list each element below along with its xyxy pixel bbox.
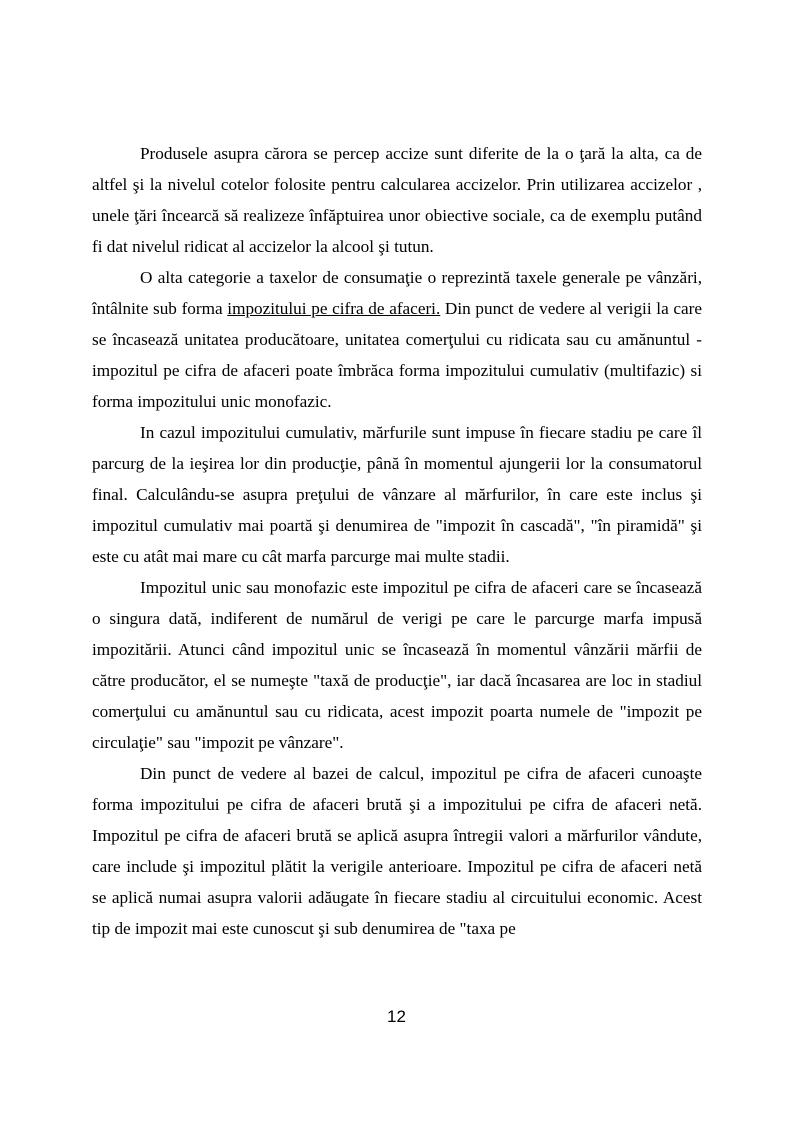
body-text xyxy=(92,138,702,944)
paragraph-5: Din punct de vedere al bazei de calcul, impozitul pe cifra de afaceri cunoaşte forma impozitului pe cifra de afaceri brută şi a impozitului pe cifra de afaceri netă. Impozitul pe cifra de afaceri brută se aplică asupra întregii valori a mărfurilor vândute, care include şi impozitul plătit la verigile anterioare. Impozitul pe cifra de afaceri netă se aplică numai asupra valorii adăugate în fiecare stadiu al circuitului economic. Acest tip de impozit mai este cunoscut şi sub denumirea de "taxa pe xyxy=(92,764,702,938)
paragraph-4: Impozitul unic sau monofazic este impozitul pe cifra de afaceri care se încasează o singura dată, indiferent de numărul de verigi pe care le parcurge marfa impusă impozitării. Atunci când impozitul unic se încasează în momentul vânzării mărfii de către producător, el se numeşte "taxă de producţie", iar dacă încasarea are loc in stadiul comerţului cu amănuntul sau cu ridicata, acest impozit poarta numele de "impozit pe circulaţie" sau "impozit pe vânzare". xyxy=(92,578,702,752)
paragraph-1: Produsele asupra cărora se percep accize sunt diferite de la o ţară la alta, ca de altfel şi la nivelul cotelor folosite pentru calcularea accizelor. Prin utilizarea accizelor , unele ţări încearcă să realizeze înfăptuirea unor obiective sociale, ca de exemplu putând fi dat nivelul ridicat al accizelor la alcool şi tutun. xyxy=(92,144,702,256)
paragraph-2-text-before: O alta categorie a taxelor de consumaţie o reprezintă taxele generale pe vânzări, întâlnite sub forma xyxy=(92,268,702,318)
paragraph-2-text-after: Din punct de vedere al verigii la care se încasează unitatea producătoare, unitatea comerţului cu ridicata sau cu amănuntul - impozitul pe cifra de afaceri poate îmbrăca forma impozitului cumulativ (multifazic) si forma impozitului unic monofazic. xyxy=(92,299,702,411)
underlined-term: impozitului pe cifra de afaceri. xyxy=(227,299,441,318)
page-number: 12 xyxy=(387,1007,406,1026)
paragraph-2 xyxy=(92,262,702,417)
paragraph-3: In cazul impozitului cumulativ, mărfurile sunt impuse în fiecare stadiu pe care îl parcurg de la ieşirea lor din producţie, până în momentul ajungerii lor la consumatorul final. Calculându-se asupra preţului de vânzare al mărfurilor, în care este inclus şi impozitul cumulativ mai poartă şi denumirea de "impozit în cascadă", "în piramidă" şi este cu atât mai mare cu cât marfa parcurge mai multe stadii. xyxy=(92,423,702,566)
